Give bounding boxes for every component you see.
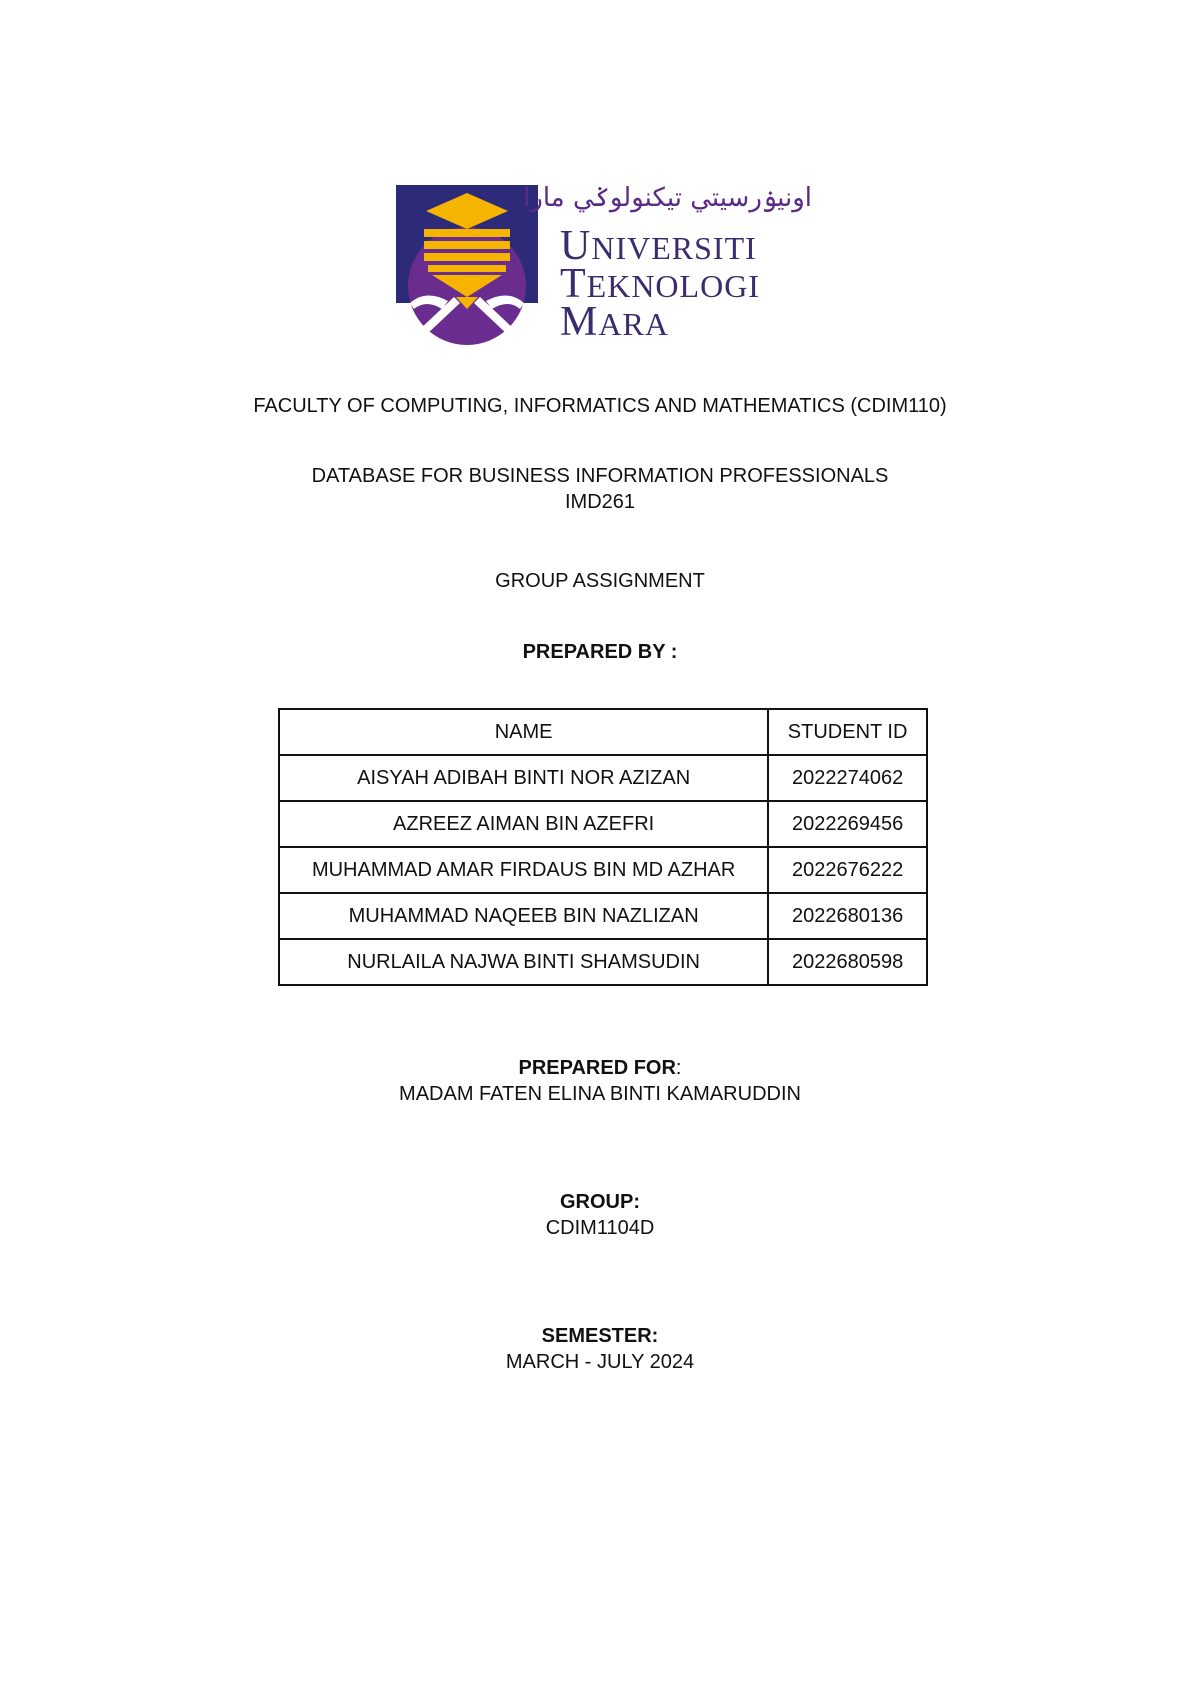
table-row: [279, 847, 927, 893]
prepared-by-label: PREPARED BY :: [522, 641, 678, 663]
logo-line-teknologi: TEKNOLOGI: [560, 261, 760, 307]
lecturer-name: MADAM FATEN ELINA BINTI KAMARUDDIN: [399, 1083, 801, 1105]
course-title: DATABASE FOR BUSINESS INFORMATION PROFESSIONALS: [311, 465, 889, 487]
column-header-name: NAME: [279, 709, 768, 755]
uitm-wordmark: [523, 183, 830, 345]
student-id: 2022676222: [768, 847, 927, 893]
student-name: AISYAH ADIBAH BINTI NOR AZIZAN: [279, 755, 768, 801]
semester-value: MARCH - JULY 2024: [505, 1351, 695, 1373]
prepared-for-label: PREPARED FOR: [518, 1057, 676, 1079]
logo-line-universiti: UNIVERSITI: [560, 223, 757, 269]
prepared-for-label-line: [0, 1055, 1200, 1081]
student-name: MUHAMMAD AMAR FIRDAUS BIN MD AZHAR: [279, 847, 768, 893]
table-row: [279, 939, 927, 985]
course-code: IMD261: [564, 491, 636, 513]
logo-line-mara: MARA: [560, 299, 669, 345]
table-row: [279, 755, 927, 801]
student-name: NURLAILA NAJWA BINTI SHAMSUDIN: [279, 939, 768, 985]
student-id: 2022269456: [768, 801, 927, 847]
uitm-logo: [396, 185, 826, 345]
uitm-emblem-icon: [396, 185, 538, 345]
group-value: CDIM1104D: [545, 1217, 655, 1239]
student-id: 2022274062: [768, 755, 927, 801]
faculty-heading: FACULTY OF COMPUTING, INFORMATICS AND MATHEMATICS (CDIM110): [253, 395, 947, 417]
assignment-type: GROUP ASSIGNMENT: [495, 570, 705, 592]
table-row: [279, 801, 927, 847]
student-table: [278, 708, 928, 986]
logo-jawi-text: اونيۏرسيتي تيكنولوݢي مارا: [523, 183, 812, 213]
table-header-row: [279, 709, 927, 755]
student-id: 2022680136: [768, 893, 927, 939]
prepared-for-colon: :: [675, 1057, 682, 1079]
group-label: GROUP:: [560, 1191, 640, 1213]
student-id: 2022680598: [768, 939, 927, 985]
column-header-student-id: STUDENT ID: [768, 709, 927, 755]
student-name: AZREEZ AIMAN BIN AZEFRI: [279, 801, 768, 847]
table-row: [279, 893, 927, 939]
student-name: MUHAMMAD NAQEEB BIN NAZLIZAN: [279, 893, 768, 939]
semester-label: SEMESTER:: [541, 1325, 659, 1347]
